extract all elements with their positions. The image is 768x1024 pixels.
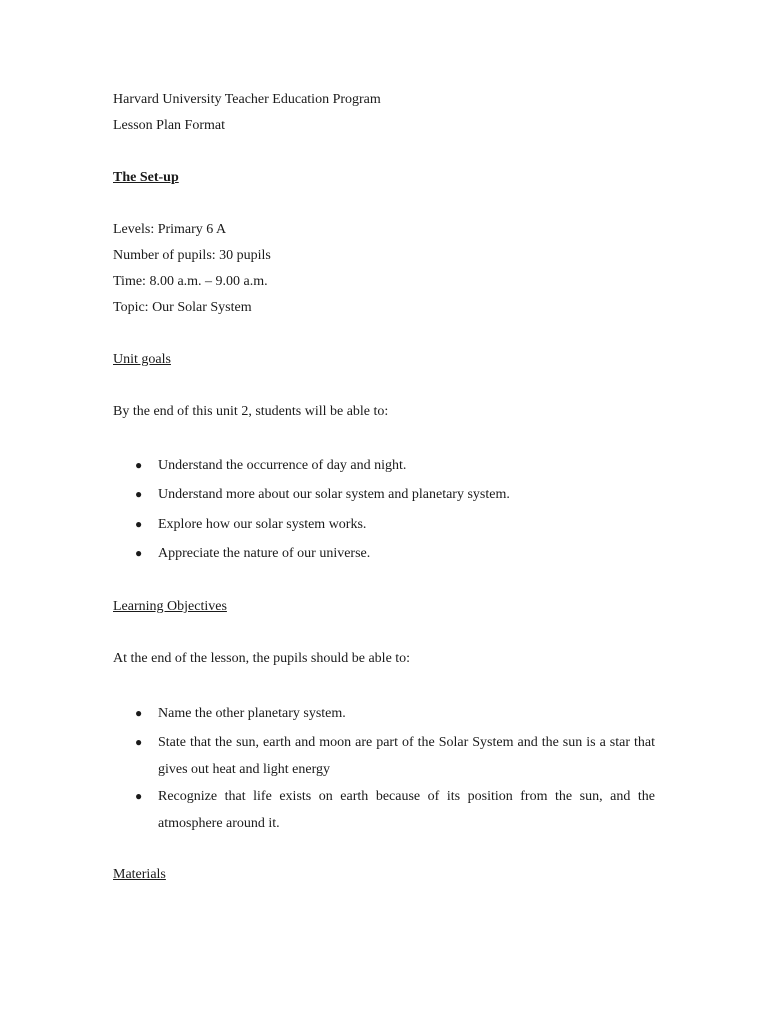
pupils-line: Number of pupils: 30 pupils: [113, 248, 271, 263]
list-item-text: Appreciate the nature of our universe.: [158, 546, 371, 561]
bullet-icon: ●: [135, 458, 143, 472]
bullet-icon: ●: [135, 706, 143, 720]
unit-goals-intro: By the end of this unit 2, students will be able to:: [113, 404, 389, 419]
materials-heading: Materials: [113, 867, 166, 882]
bullet-icon: ●: [135, 517, 143, 531]
levels-line: Levels: Primary 6 A: [113, 222, 227, 237]
bullet-icon: ●: [135, 487, 143, 501]
learning-objectives-intro: At the end of the lesson, the pupils should be able to:: [113, 651, 411, 666]
list-item-text: Understand more about our solar system and planetary system.: [158, 487, 510, 502]
bullet-icon: ●: [135, 735, 143, 749]
format-title: Lesson Plan Format: [113, 118, 225, 133]
bullet-icon: ●: [135, 789, 143, 803]
bullet-icon: ●: [135, 546, 143, 560]
list-item-text: Recognize that life exists on earth because of its position from the sun, and the atmosphere around it.: [158, 789, 655, 831]
program-title: Harvard University Teacher Education Program: [113, 92, 381, 107]
learning-objectives-heading: Learning Objectives: [113, 599, 227, 614]
list-item-text: Explore how our solar system works.: [158, 517, 367, 532]
topic-line: Topic: Our Solar System: [113, 300, 252, 315]
time-line: Time: 8.00 a.m. – 9.00 a.m.: [113, 274, 268, 289]
unit-goals-heading: Unit goals: [113, 352, 171, 367]
list-item-text: State that the sun, earth and moon are part of the Solar System and the sun is a star that gives out heat and light energy: [158, 735, 655, 777]
setup-heading: The Set-up: [113, 170, 179, 185]
list-item-text: Name the other planetary system.: [158, 706, 346, 721]
list-item-text: Understand the occurrence of day and night.: [158, 458, 407, 473]
